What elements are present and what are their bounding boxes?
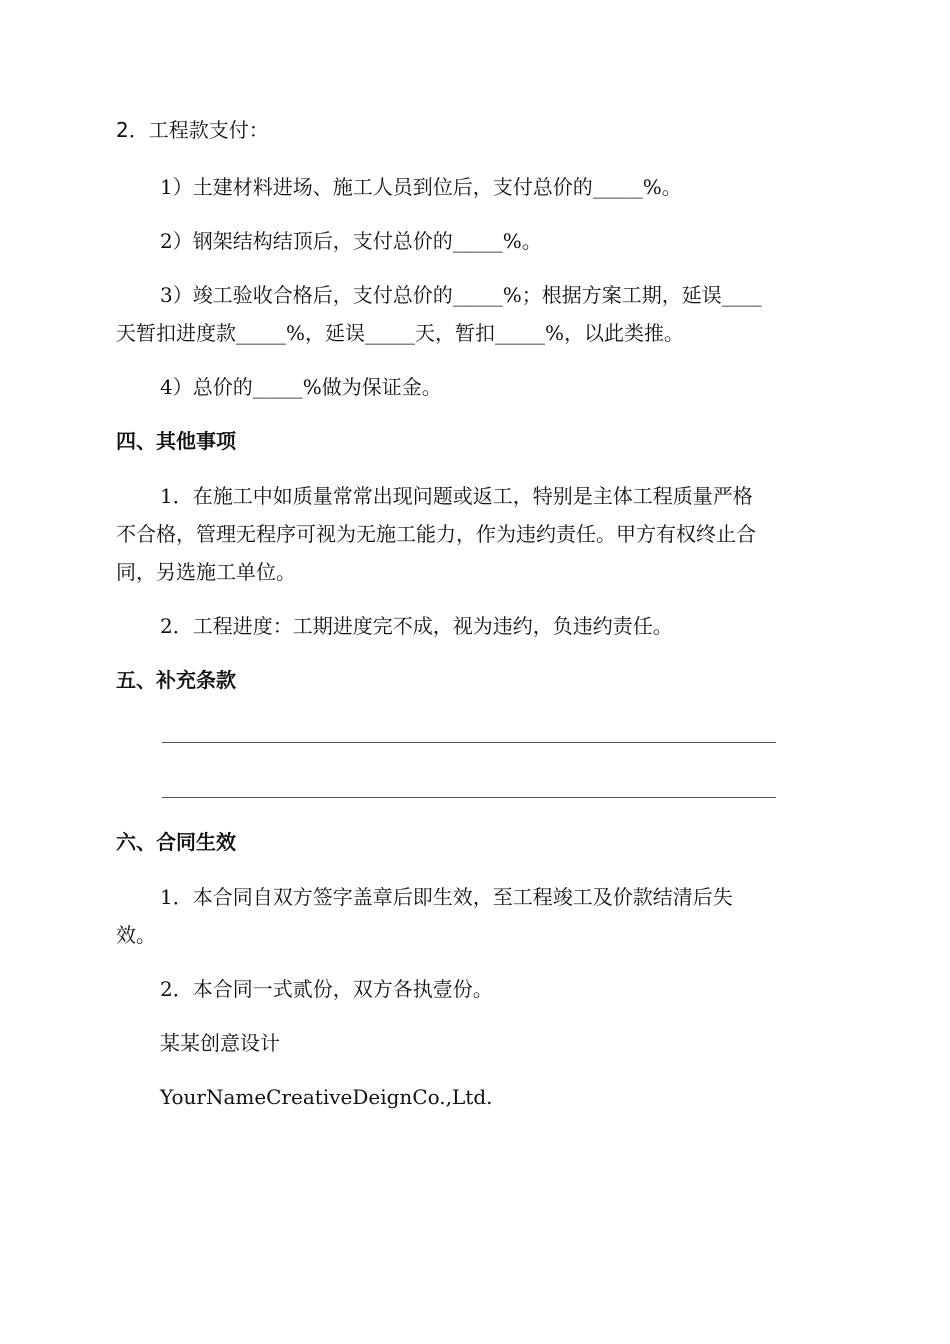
company-name-en: YourNameCreativeDeignCo.,Ltd. [160, 1085, 493, 1109]
sec6-item-1-line-1: 1．本合同自双方签字盖章后即生效，至工程竣工及价款结清后失 [160, 885, 733, 909]
section-6-heading: 六、合同生效 [116, 830, 236, 854]
sec4-item-1-line-1: 1．在施工中如质量常常出现问题或返工，特别是主体工程质量严格 [160, 484, 753, 508]
fill-in-line-2 [162, 797, 776, 798]
payment-item-4: 4）总价的_____%做为保证金。 [160, 375, 442, 399]
sec6-item-1-line-2: 效。 [116, 923, 156, 947]
section-2-title: 2．工程款支付： [116, 118, 269, 142]
sec4-item-1-line-2: 不合格，管理无程序可视为无施工能力，作为违约责任。甲方有权终止合 [116, 522, 756, 546]
sec4-item-1-line-3: 同，另选施工单位。 [116, 560, 296, 584]
sec4-item-2: 2．工程进度：工期进度完不成，视为违约，负违约责任。 [160, 614, 673, 638]
fill-in-line-1 [162, 742, 776, 743]
payment-item-1: 1）土建材料进场、施工人员到位后，支付总价的_____%。 [160, 175, 682, 199]
payment-item-2: 2）钢架结构结顶后，支付总价的_____%。 [160, 229, 542, 253]
section-4-heading: 四、其他事项 [116, 429, 236, 453]
payment-item-3-line-1: 3）竣工验收合格后，支付总价的_____%；根据方案工期，延误____ [160, 283, 762, 307]
payment-item-3-line-2: 天暂扣进度款_____%，延误_____天，暂扣_____%，以此类推。 [116, 321, 685, 345]
sec6-item-2: 2．本合同一式贰份，双方各执壹份。 [160, 977, 493, 1001]
company-name-cn: 某某创意设计 [160, 1031, 280, 1055]
section-5-heading: 五、补充条款 [116, 668, 236, 692]
